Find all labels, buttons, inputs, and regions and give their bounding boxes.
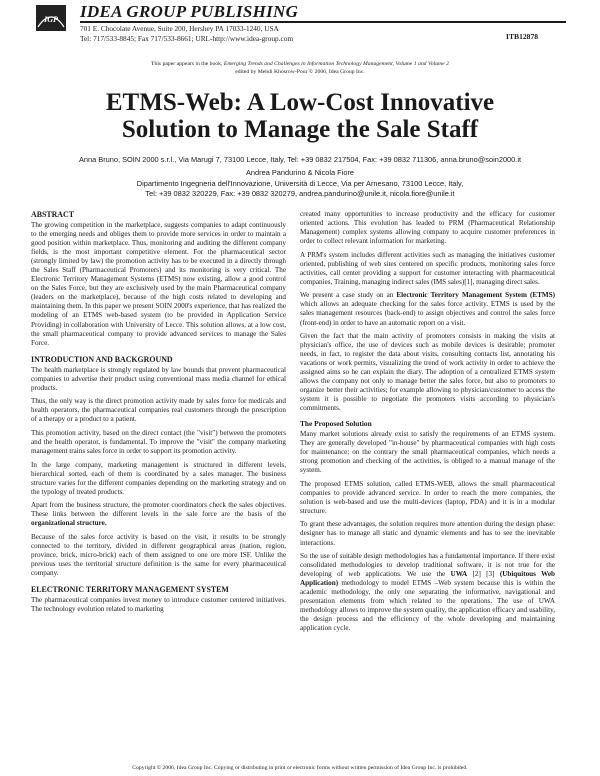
- logo-text: IGP: [44, 15, 58, 24]
- intro-heading: INTRODUCTION AND BACKGROUND: [31, 354, 173, 364]
- copyright-footer: Copyright © 2006, Idea Group Inc. Copying or distributing in print or electronic forms without written permission of Idea Group Inc. is prohibited.: [132, 765, 468, 771]
- right-paragraph-3: [300, 291, 555, 327]
- p3-text-pre: We present a case study on an: [300, 291, 397, 300]
- author-line-3: Dipartimento Ingegneria dell'Innovazione, Università di Lecce, Via per Arnesano, 73100 Lecce, Italy,: [136, 178, 464, 188]
- intro-paragraph-2: Thus, the only way is the direct promotion activity made by sales force for medicals and health operators, the pharmaceutical companies real customers through the prescription of a therapy or a product to a patient.: [31, 397, 286, 424]
- header-rule: [80, 21, 566, 23]
- abstract-heading: ABSTRACT: [31, 210, 74, 219]
- right-paragraph-2: A PRM's system includes different activities such as managing the initiatives customer oriented, publishing of web sites centered on specific products, monitoring sales force activities, call center providing a support for customer interacting with pharmaceutical companies, Training, managing indirect sales (IMS sales)[1], managing direct sales.: [300, 250, 555, 286]
- author-line-2: Andrea Pandurino & Nicola Fiore: [245, 168, 355, 177]
- publisher-logo: [36, 5, 66, 31]
- title-line-1: ETMS-Web: A Low-Cost Innovative: [105, 89, 495, 116]
- p8-text-pre: So the use of suitable design methodologies has a fundamental importance. If there exist consolidated methodologies to develop traditional software, it is not true for the developing of web applications. We use the: [300, 552, 555, 579]
- proposed-solution-heading: The Proposed Solution: [300, 419, 372, 429]
- author-line-1: Anna Bruno, SOIN 2000 s.r.l., Via Marugi 7, 73100 Lecce, Italy, Tel: +39 0832 217504, Fax: +39 0832 711306, anna.bruno@soin2000.it: [78, 155, 522, 164]
- abstract-text: The growing competition in the marketplace, suggests companies to adapt continuously to the emerging needs and obliges them to provide more services in order to maintain a good position within marketplace. Thus, monitoring and auditing the different company fields, is the most important competitive element. For the pharmaceutical sector (strongly limited by law) the promotion activity has to be executed in a directly through the Sales Staff (Pharmaceutical Promoters) and its monitoring is very critical. The Electronic Territory Management Systems (ETMS) now existing, allow a good control on the Sales Force, but they are exclusively used by the main Pharmaceutical company (leaders on the marketplace), because of the high costs related to developing and maintaining them. In this paper we present SOIN 2000's experience, that has realized the modeling of an ETMS web-based system (to be provided in Application Service Providing) in collaboration with University of Lecce. This solution allows, at a low cost, the small pharmaceutical company to provide advanced services to manage the Sales Force.: [31, 221, 286, 347]
- right-column: [300, 210, 555, 638]
- p8-uwa: UWA: [450, 570, 468, 579]
- paper-code: ITB12878: [506, 32, 539, 41]
- address-line: 701 E. Chocolate Avenue, Suite 200, Hershey PA 17033-1240, USA: [80, 24, 279, 33]
- left-column: [31, 210, 286, 619]
- intro-paragraph-3: This promotion activity, based on the direct contact (the "visit") between the promoters and the health operator, is fundamental. To improve the "visit" the company marketing management trains sales force in order to support its promotion activity.: [31, 428, 286, 456]
- right-paragraph-7: To grant these advantages, the solution requires more attention during the design phase: designer has to manage all static and dynamic elements and has to see the inevitable interactions.: [300, 520, 555, 547]
- publisher-address: [80, 24, 293, 43]
- etms-heading: ELECTRONIC TERRITORY MANAGEMENT SYSTEM: [31, 585, 229, 595]
- p8-refs: [2] [3]: [467, 570, 500, 579]
- title-line-2: Solution to Manage the Sale Staff: [121, 116, 479, 143]
- right-paragraph-4: Given the fact that the main activity of promoters consists in making the visits at physician's office, the use of devices such as mobile devices is desirable; promoter needs, in fact, to register the data about visits, consulting contacts list, annotating his vacations or work permits, visualizing the trend of work activity in order to achieve the assigned aims so he can explain the diary. The adoption of a centralized ETMS system allows the company not only to manage better the sales force, but also to promoters to organize better their activities; for example allowing to physician/customer to access the system it is possible to negotiate the promoters visits according to physician's commitments.: [300, 332, 555, 413]
- p3-text-bold: Electronic Territory Management System (ETMS): [396, 291, 555, 300]
- paper-title: [0, 89, 600, 143]
- intro-paragraph-5: [31, 501, 286, 528]
- note-prefix: This paper appears in the book,: [151, 61, 224, 67]
- note-editor: edited by Mehdi Khosrow-Pour © 2006, Idea Group Inc.: [235, 69, 365, 75]
- right-paragraph-1: created many opportunities to increase productivity and the efficacy for customer oriented actions. This evolution has leaded to PRM (Pharmaceutical Relationship Management) complex systems allowing company to acquire customer preferences in order to collect relevant information for marketing.: [300, 210, 555, 246]
- right-paragraph-5: Many market solutions already exist to satisfy the requirements of an ETMS system. They are generally developed "in-house" by pharmaceutical companies with high costs for maintenance; on the contrary the small pharmaceutical companies, which needs a strong promotion and checking of the activities, is obliged to a manual manage of the system.: [300, 429, 555, 475]
- etms-paragraph-1: The pharmaceutical companies invest money to introduce customer centered initiatives. The technology evolution related to marketing: [31, 596, 286, 614]
- author-line-4: Tel: +39 0832 320229, Fax: +39 0832 320279, andrea.pandurino@unile.it, nicola.fiore@unile.it: [145, 189, 455, 198]
- intro-paragraph-1: The health marketplace is strongly regulated by law bounds that prevent pharmaceutical companies to advertise their product using conventional mass media channel for ethical products.: [31, 365, 286, 392]
- p8-text-post: methodology to model ETMS –Web system because this is within the academic methodology, the only one separating the informative, navigational and presentation elements from which related to the operations. The use of UWA methodology allows to improve the system quality, the application efficacy and usability, the design process and the efficiency of the whole developing and maintaining application cycle.: [300, 579, 555, 633]
- intro-p5-text: Apart from the business structure, the promoter coordinators check the sales objectives. These links between the different levels in the sale force are the basis of the: [31, 501, 286, 519]
- intro-p5-bold: organizational structure.: [31, 519, 107, 528]
- right-paragraph-6: The proposed ETMS solution, called ETMS-WEB, allows the small pharmaceutical companies to provide advanced service. In order to reach the more companies, the solution is web-based and use the multi-devices (laptop, PDA) and it is in a modular structure.: [300, 479, 555, 515]
- intro-paragraph-4: In the large company, marketing management is structured in different levels, hierarchical sorted, each of them is coordinated by a sales manager. The business structure varies for the different companies depending on the marketing strategy and on the typology of treated products.: [31, 460, 286, 496]
- contact-line: Tel: 717/533-8845; Fax 717/533-8661; URL-http://www.idea-group.com: [80, 33, 294, 43]
- intro-paragraph-6: Because of the sales force activity is based on the visit, it results to be strongly connected to the territory, divided in different geographical areas (nation, region, province, brick, micro-brick) each of them assigned to one ore more ISF. Unlike the previous uses the territorial structure definition is the same for every pharmaceutical company.: [31, 532, 286, 578]
- right-paragraph-8: [300, 552, 555, 633]
- p3-text-post: which allows an adequate checking for the sales force activity. ETMS is used by the sales management resources (back-end) to assign objectives and control the sales force (front-end) in order to have an automatic report on a visit.: [300, 300, 555, 327]
- publisher-name: IDEA GROUP PUBLISHING: [80, 2, 299, 21]
- publication-note: [0, 60, 600, 76]
- p8-uwa-full: (Ubiquitous Web Application): [300, 570, 555, 588]
- book-title: Emerging Trends and Challenges in Information Technology Management, Volume 1 and Volume 2: [223, 61, 449, 67]
